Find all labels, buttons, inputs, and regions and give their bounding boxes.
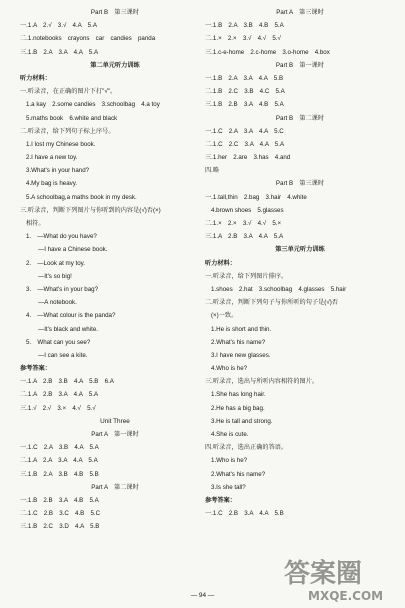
watermark-site-text: MXQE.COM [308,589,384,603]
left-line: 二.1.C 2.B 3.C 4.B 5.C [20,510,101,518]
left-line: 一.1.A 2.B 3.B 4.A 5.B 6.A [20,378,114,386]
left-line: 三.1.B 2.A 3.B 4.B 5.B [20,470,99,478]
left-line: —It's so big! [38,272,72,280]
right-line: 3.He is tall and strong. [211,417,273,425]
left-line: 第二单元听力训练 [90,61,140,69]
right-line: 二.听录音，判断下列句子与你所听的句子是(√)否 [205,299,338,307]
left-line: 5.A schoolbag,a maths book in my desk. [26,193,137,201]
left-column [20,6,210,534]
right-line: 1.Who is he? [211,457,248,465]
right-line: 2.What's his name? [211,470,266,478]
left-line: 一.1.A 2.√ 3.√ 4.A 5.A [20,22,97,30]
right-line: Part B 第二课时 [275,114,325,122]
right-line: 4.Who is he? [211,365,248,373]
right-line: 第三单元听力训练 [275,246,325,254]
left-line: 相符。 [26,220,45,227]
left-line: 一.听录音，在正确的图片下打"√"。 [20,88,117,96]
left-line: 2.I have a new toy. [26,154,78,162]
right-line: 二.1.C 2.C 3.A 4.A 5.A [205,140,285,148]
left-line: 4. —What colour is the panda? [26,312,116,320]
left-line: 3. —What's in your bag? [26,285,99,293]
left-line: 4.My bag is heavy. [26,180,78,188]
right-line: 三.1.her 2.are 3.has 4.and [205,154,291,162]
right-line: 参考答案： [205,496,236,504]
right-line: 2.What's his name? [211,338,266,346]
right-line: 4.She is cute. [211,431,249,438]
right-line: 三.1.c-e-home 2.c-home 3.o-home 4.box [205,48,330,56]
left-line: 5. What can you see? [26,338,91,346]
right-line: 2.He has a big bag. [211,404,265,412]
left-line: —It's black and white. [38,325,98,333]
left-line: 二.听录音，给下列句子标上序号。 [20,127,115,135]
right-line: 1.She has long hair. [211,391,266,399]
left-line: 一.1.C 2.A 3.B 4.A 5.A [20,444,99,452]
right-line: 1.shoes 2.hat 3.schoolbag 4.glasses 5.hair [211,285,347,293]
left-line: —I have a Chinese book. [38,246,108,254]
right-line: 三.听录音，选出与所听内容相符的图片。 [205,378,319,386]
left-line: 参考答案： [20,365,51,373]
right-line: 3.Is she tall? [211,483,246,491]
right-line: 四.听录音，选出正确的答语。 [205,444,288,452]
left-line: 1. —What do you have? [26,233,97,241]
left-line: Part B 第三课时 [90,9,140,16]
right-line: 四.略 [205,167,220,175]
left-line: 1.I lost my Chinese book. [26,140,96,148]
right-line: 二.1.× 2.× 3.√ 4.√ 5.√ [205,35,281,43]
left-line: 三.1.√ 2.√ 3.× 4.√ 5.√ [20,404,96,412]
right-line: 二.1.× 2.× 3.√ 4.√ 5.× [205,220,282,227]
right-line: 一.1.B 2.A 3.B 4.B 5.A [205,22,284,30]
left-line: 听力材料： [20,74,51,82]
left-line: 二.1.notebooks crayons car candies panda [20,35,156,43]
right-line: Part B 第一课时 [275,61,325,69]
right-line: 二.1.B 2.C 3.B 4.C 5.A [205,88,285,96]
right-line: Part B 第三课时 [275,180,325,188]
left-line: —A notebook. [38,299,77,307]
left-line: Part A 第一课时 [91,431,139,438]
right-column [205,6,395,520]
left-line: 1.a kay 2.some candies 3.schoolbag 4.a toy [26,101,160,109]
left-line: —I can see a kite. [38,351,88,359]
left-line: 三.听录音，判断下列图片与你听到的内容是(√)否(×) [20,206,161,214]
page-number: — 94 — [190,592,215,599]
left-line: 5.maths book 6.white and black [26,114,118,122]
watermark-brand-text: 答案圈 [284,559,363,589]
right-line: 3.I have new glasses. [211,351,271,359]
watermark-logo [280,552,398,604]
left-line: 三.1.B 2.C 3.D 4.A 5.B [20,523,100,531]
left-line: 二.1.A 2.B 3.A 4.A 5.A [20,391,99,399]
right-line: 三.1.A 2.B 3.A 4.A 5.A [205,233,284,241]
right-line: 一.1.tall,thin 2.bag 3.hair 4.white [205,193,307,201]
left-line: 一.1.B 2.B 3.A 4.B 5.A [20,496,99,504]
right-line: Part A 第三课时 [276,9,324,16]
right-line: 一.1.B 2.A 3.A 4.A 5.B [205,74,284,82]
right-line: 一.1.C 2.A 3.A 4.A 5.C [205,127,284,135]
right-line: 1.He is short and thin. [211,325,272,333]
right-line: 一.1.C 2.B 3.A 4.A 5.B [205,510,284,518]
left-line: 3.What's in your hand? [26,167,90,175]
right-line: 一.听录音，给下列图片排序。 [205,272,288,280]
left-line: Unit Three [100,417,130,425]
right-line: 三.1.B 2.B 3.A 4.B 5.A [205,101,284,109]
left-line: 2. —Look at my toy. [26,259,86,267]
left-line: 二.1.A 2.A 3.A 4.A 5.A [20,457,98,465]
right-line: 4.brown shoes 5.glasses [211,206,284,214]
left-line: 三.1.B 2.A 3.A 4.A 5.A [20,48,99,56]
right-line: 听力材料： [205,259,236,267]
left-line: Part A 第二课时 [91,483,139,491]
right-line: (×)一致。 [211,312,238,320]
